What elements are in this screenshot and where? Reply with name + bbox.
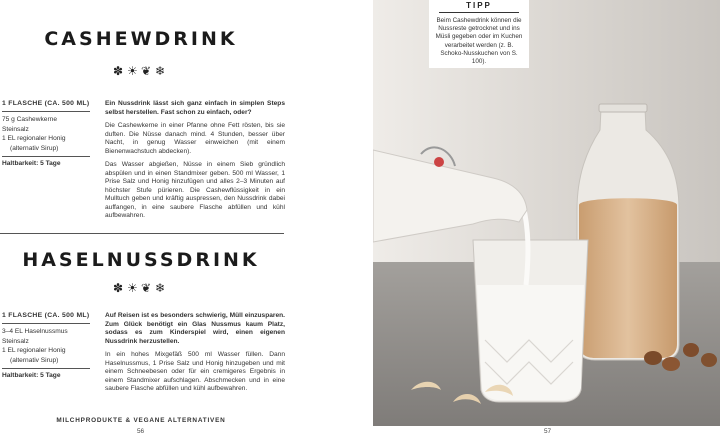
sun-icon: ☀ xyxy=(127,281,144,295)
sun-icon: ☀ xyxy=(127,64,144,78)
ingredient-item: 3–4 EL Haselnussmus xyxy=(2,328,68,336)
recipe2-lead: Auf Reisen ist es besonders schwierig, Müll einzusparen. Zum Glück benötigt ein Glas Nussmus kaum Platz, sodass es zum Kinderspiel wird, einen eigenen Nussdrink herzustellen. xyxy=(105,312,285,345)
right-page xyxy=(362,0,720,435)
snowflake-icon: ❄ xyxy=(155,281,172,295)
recipe2-season-icons xyxy=(0,281,282,295)
ingredient-item: Steinsalz xyxy=(2,337,29,345)
recipe1-step: Das Wasser abgießen, Nüsse in einem Sieb gründlich abspülen und in einen Standmixer geben. 500 ml Wasser, 1 Prise Salz und Honig hinzufügen und alles 2–3 Minuten auf höchster Stufe pürieren. Die Cashewflüssigkeit in ein Mulltuch geben und kräftig auspressen, den Nussdrink dabei auffangen, in eine saubere Flasche abfüllen und kühl aufbewahren. xyxy=(105,161,285,219)
ingredient-item: 75 g Cashewkerne xyxy=(2,116,57,124)
recipe1-shelf-life: Haltbarkeit: 5 Tage xyxy=(2,156,90,168)
cashew-milk-in-glass xyxy=(477,285,584,400)
recipe1-title: CASHEWDRINK xyxy=(44,28,238,50)
section-divider xyxy=(0,233,284,234)
ingredient-item: 1 EL regionaler Honig xyxy=(2,347,66,355)
tip-box xyxy=(429,0,529,68)
recipe1-ingredients xyxy=(2,100,90,168)
recipe2-shelf-life: Haltbarkeit: 5 Tage xyxy=(2,368,90,380)
hazelnut xyxy=(701,353,717,367)
bottle-seal xyxy=(434,157,444,167)
ingredient-item: (alternativ Sirup) xyxy=(10,356,59,364)
recipe1-quantity: 1 FLASCHE (CA. 500 ML) xyxy=(2,100,90,112)
recipe2-title: HASELNUSSDRINK xyxy=(22,249,260,271)
recipe2-ingredients xyxy=(2,312,90,380)
recipe1-instructions xyxy=(105,100,285,226)
hazelnut-milk xyxy=(579,198,677,358)
leaf-icon: ❦ xyxy=(141,64,158,78)
leaf-icon: ❦ xyxy=(141,281,158,295)
chapter-footer: MILCHPRODUKTE & VEGANE ALTERNATIVEN xyxy=(56,417,226,424)
milk-photo-illustration xyxy=(373,0,720,426)
recipe1-lead: Ein Nussdrink lässt sich ganz einfach in simplen Steps selbst herstellen. Fast schon zu einfach, oder? xyxy=(105,100,285,116)
recipe2-instructions xyxy=(105,312,285,399)
page-number-right: 57 xyxy=(544,428,552,435)
hazelnut xyxy=(662,357,680,371)
recipe1-season-icons xyxy=(0,64,282,78)
hazelnut xyxy=(644,351,662,365)
ingredient-item: (alternativ Sirup) xyxy=(10,144,59,152)
hazelnut xyxy=(683,343,699,357)
tip-label: TIPP xyxy=(439,0,519,13)
recipe2-quantity: 1 FLASCHE (CA. 500 ML) xyxy=(2,312,90,324)
milk-photo xyxy=(373,0,720,426)
recipe1-step: Die Cashewkerne in einer Pfanne ohne Fett rösten, bis sie duften. Die Nüsse danach mind. 4 Stunden, besser über Nacht, in genug Wasser einweichen (mit einem Bienenwachstuch abdecken). xyxy=(105,122,285,155)
snowflake-flower-icon: ✽ xyxy=(113,64,130,78)
recipe2-step: In ein hohes Mixgefäß 500 ml Wasser füllen. Dann Haselnussmus, 1 Prise Salz und Honig hinzugeben und mit einem Schneebesen oder für ein cremigeres Ergebnis in einem Standmixer aufschlagen. Abschmecken und in eine saubere Flasche abfüllen und kühl aufbewahren. xyxy=(105,351,285,392)
page-number-left: 56 xyxy=(137,428,145,435)
snowflake-flower-icon: ✽ xyxy=(113,281,130,295)
snowflake-icon: ❄ xyxy=(155,64,172,78)
tip-text: Beim Cashewdrink können die Nussreste getrocknet und ins Müsli gegeben oder im Kuchen verarbeitet werden (z. B. Schoko-Nusskuchen von S. 100). xyxy=(435,17,523,66)
ingredient-item: 1 EL regionaler Honig xyxy=(2,135,66,143)
ingredient-item: Steinsalz xyxy=(2,125,29,133)
